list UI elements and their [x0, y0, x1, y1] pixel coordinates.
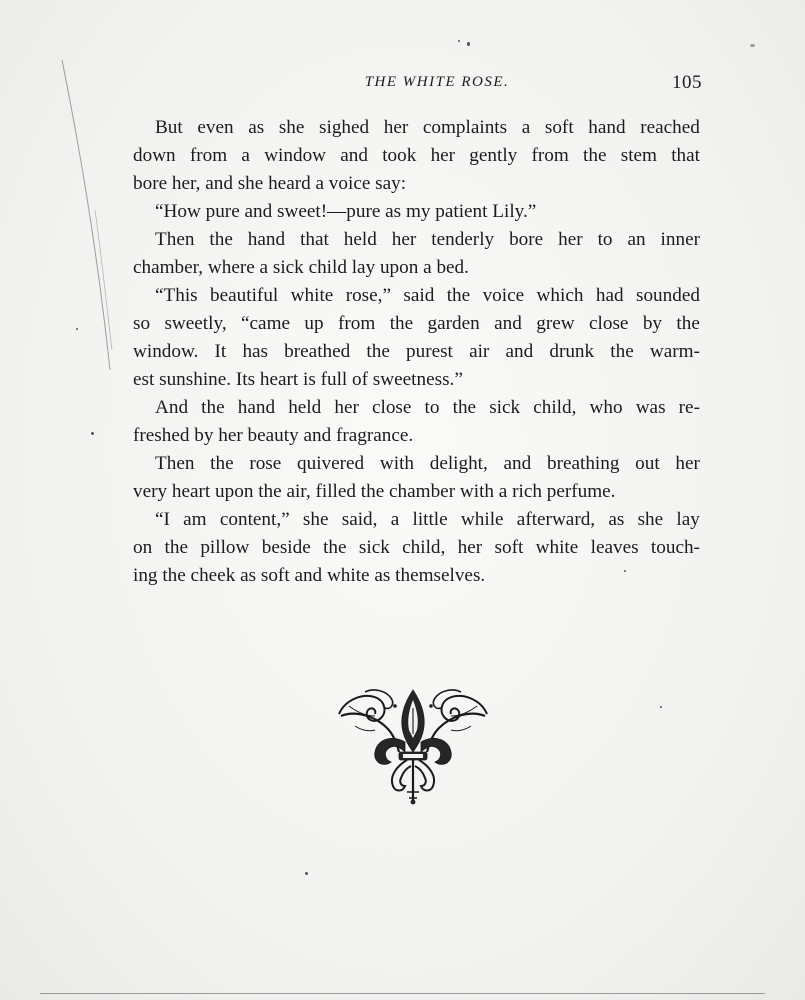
word: the [676, 313, 700, 334]
word: am [183, 509, 207, 530]
word: close [589, 313, 629, 334]
word: “I [155, 509, 170, 530]
text-line [133, 338, 700, 366]
word: reached [640, 117, 700, 138]
word: by [642, 313, 663, 334]
paper-speck [750, 44, 755, 47]
text-line: “How pure and sweet!—pure as my patient Lily.” [155, 201, 537, 222]
word: her [334, 397, 359, 418]
word: beautiful [210, 285, 279, 306]
text-line: chamber, where a sick child lay upon a bed. [133, 257, 469, 278]
text-line: very heart upon the air, filled the chamber with a rich perfume. [133, 481, 616, 502]
word: rose [249, 453, 282, 474]
word: so [133, 313, 151, 334]
paper-speck [624, 570, 626, 572]
word: window [264, 145, 327, 166]
page-fold-crease [0, 0, 130, 460]
word: on [133, 537, 153, 558]
word: garden [427, 313, 480, 334]
word: “came [241, 313, 291, 334]
word: window. [133, 341, 199, 362]
word: bore [509, 229, 544, 250]
word: complaints [422, 117, 508, 138]
paper-speck [660, 706, 662, 708]
word: Then [155, 229, 195, 250]
text-line: est sunshine. Its heart is full of sweetness.” [133, 369, 463, 390]
word: the [583, 145, 607, 166]
word: sounded [635, 285, 700, 306]
word: held [343, 229, 377, 250]
word: inner [660, 229, 700, 250]
word: which [536, 285, 584, 306]
word: purest [406, 341, 453, 362]
word: the [210, 453, 234, 474]
paper-speck [91, 432, 94, 435]
text-line [133, 506, 700, 534]
word: her [430, 145, 456, 166]
word: touch- [650, 537, 700, 558]
word: the [610, 341, 634, 362]
word: quivered [297, 453, 365, 474]
word: that [671, 145, 700, 166]
word: And [155, 397, 189, 418]
word: breathing [546, 453, 620, 474]
page-bottom-edge [40, 993, 765, 994]
word: But [155, 117, 183, 138]
word: and [340, 145, 368, 166]
word: held [288, 397, 322, 418]
word: she [637, 509, 664, 530]
word: soft [494, 537, 524, 558]
word: her [675, 453, 700, 474]
word: that [300, 229, 329, 250]
text-line [133, 282, 700, 310]
word: even [197, 117, 234, 138]
word: a [241, 145, 250, 166]
word: took [382, 145, 417, 166]
text-line: freshed by her beauty and fragrance. [133, 425, 414, 446]
text-line [133, 310, 700, 338]
word: stem [620, 145, 657, 166]
word: a [390, 509, 400, 530]
running-header [132, 72, 702, 98]
word: lay [676, 509, 700, 530]
word: had [595, 285, 624, 306]
word: the [446, 285, 471, 306]
word: rose,” [345, 285, 391, 306]
word: sick [358, 537, 390, 558]
word: soft [544, 117, 574, 138]
word: her [457, 537, 483, 558]
word: her [383, 117, 409, 138]
word: sweetly, [164, 313, 227, 334]
page-number: 105 [672, 72, 702, 93]
word: child, [533, 397, 577, 418]
word: she [302, 509, 329, 530]
word: a [521, 117, 531, 138]
word: white [290, 285, 334, 306]
text-line [133, 450, 700, 478]
word: close [371, 397, 412, 418]
word: little [412, 509, 448, 530]
word: to [597, 229, 613, 250]
word: the [323, 537, 347, 558]
word: re- [678, 397, 700, 418]
word: from [531, 145, 569, 166]
word: tenderly [431, 229, 495, 250]
word: child, [402, 537, 446, 558]
word: with [379, 453, 414, 474]
text-line [133, 142, 700, 170]
word: the [164, 537, 188, 558]
paper-speck [458, 40, 460, 42]
word: as [248, 117, 265, 138]
text-line: bore her, and she heard a voice say: [133, 173, 407, 194]
word: up [304, 313, 324, 334]
word: content,” [219, 509, 290, 530]
fleur-de-lis-tailpiece-icon [335, 686, 491, 806]
word: and [494, 313, 522, 334]
word: and [505, 341, 534, 362]
paper-speck [76, 328, 78, 330]
word: Then [155, 453, 195, 474]
word: who [589, 397, 623, 418]
word: down [133, 145, 176, 166]
word: leaves [590, 537, 639, 558]
text-line: ing the cheek as soft and white as themselves. [133, 565, 486, 586]
paper-speck [305, 872, 308, 875]
word: drunk [549, 341, 595, 362]
word: afterward, [516, 509, 596, 530]
text-line [133, 394, 700, 422]
word: the [366, 341, 390, 362]
word: air [469, 341, 490, 362]
word: her [558, 229, 583, 250]
word: the [201, 397, 225, 418]
word: her [391, 229, 417, 250]
word: hand [237, 397, 276, 418]
word: delight, [429, 453, 488, 474]
word: sighed [319, 117, 370, 138]
paper-speck [467, 42, 470, 46]
word: said [403, 285, 435, 306]
word: as [608, 509, 625, 530]
word: breathed [284, 341, 351, 362]
word: voice [482, 285, 525, 306]
word: pillow [200, 537, 250, 558]
word: was [635, 397, 666, 418]
word: warm- [649, 341, 700, 362]
word: the [209, 229, 233, 250]
running-title: THE WHITE ROSE. [364, 74, 510, 90]
word: from [189, 145, 228, 166]
text-line [133, 226, 700, 254]
word: grew [536, 313, 575, 334]
word: the [452, 397, 477, 418]
word: sick [489, 397, 521, 418]
text-line [133, 114, 700, 142]
word: from [337, 313, 376, 334]
word: beside [261, 537, 311, 558]
word: gently [469, 145, 518, 166]
word: out [635, 453, 660, 474]
word: an [627, 229, 646, 250]
word: It [214, 341, 227, 362]
word: the [389, 313, 414, 334]
word: “This [155, 285, 198, 306]
word: she [278, 117, 305, 138]
text-line [133, 534, 700, 562]
word: has [242, 341, 269, 362]
word: white [535, 537, 579, 558]
word: said, [341, 509, 378, 530]
word: to [424, 397, 440, 418]
word: hand [247, 229, 286, 250]
body-text [133, 114, 700, 590]
word: while [460, 509, 504, 530]
word: hand [588, 117, 626, 138]
word: and [503, 453, 532, 474]
